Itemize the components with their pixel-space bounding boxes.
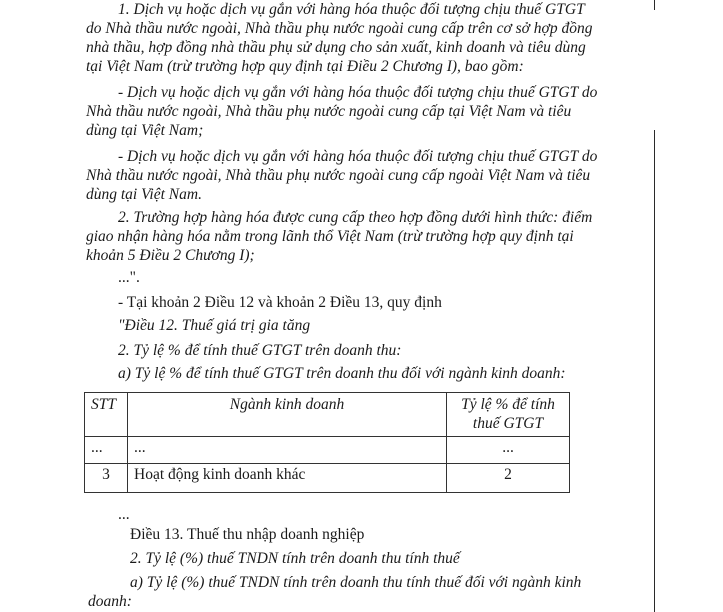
table-row	[85, 437, 570, 464]
p4-line-1: 2. Trường hợp hàng hóa được cung cấp theo hợp đồng dưới hình thức: điểm	[118, 209, 593, 226]
article-13-item-2a-line-2: doanh:	[88, 593, 132, 610]
header-vat-rate	[447, 393, 570, 437]
article-13-item-2: 2. Tỷ lệ (%) thuế TNDN tính trên doanh thu tính thuế	[130, 550, 460, 567]
header-vat-rate-line-1: Tỷ lệ % để tính	[461, 396, 555, 413]
p2-line-1: - Dịch vụ hoặc dịch vụ gắn với hàng hóa thuộc đối tượng chịu thuế GTGT do	[118, 84, 598, 101]
ellipsis-quote: ...".	[118, 269, 140, 286]
p4-line-3: khoản 5 Điều 2 Chương I);	[86, 247, 255, 264]
p3-line-3: dùng tại Việt Nam.	[86, 186, 202, 203]
p3-line-2: Nhà thầu nước ngoài, Nhà thầu phụ nước ngoài cung cấp ngoài Việt Nam và tiêu	[86, 167, 591, 184]
header-stt: STT	[85, 393, 128, 437]
p1-line-1: 1. Dịch vụ hoặc dịch vụ gắn với hàng hóa thuộc đối tượng chịu thuế GTGT	[118, 1, 585, 18]
p2-line-3: dùng tại Việt Nam;	[86, 122, 204, 139]
cell-stt: 3	[85, 464, 128, 493]
article-12-item-2: 2. Tỷ lệ % để tính thuế GTGT trên doanh thu:	[118, 342, 402, 359]
header-vat-rate-line-2: thuế GTGT	[472, 415, 544, 432]
article-12-title: "Điều 12. Thuế giá trị gia tăng	[118, 317, 311, 334]
table-row	[85, 464, 570, 493]
p1-line-2: do Nhà thầu nước ngoài, Nhà thầu phụ nước ngoài cung cấp trên cơ sở hợp đồng	[86, 20, 593, 37]
cell-vat-rate: ...	[447, 437, 570, 464]
p1-line-3: nhà thầu, hợp đồng nhà thầu phụ sử dụng cho sản xuất, kinh doanh và tiêu dùng	[86, 39, 586, 56]
cell-business-sector: Hoạt động kinh doanh khác	[128, 464, 447, 493]
article-13-item-2a-line-1: a) Tỷ lệ (%) thuế TNDN tính trên doanh thu tính thuế đối với ngành kinh	[130, 574, 582, 591]
table-header-row	[85, 393, 570, 437]
p3-line-1: - Dịch vụ hoặc dịch vụ gắn với hàng hóa thuộc đối tượng chịu thuế GTGT do	[118, 148, 598, 165]
cell-business-sector: ...	[128, 437, 447, 464]
cell-vat-rate: 2	[447, 464, 570, 493]
article-13-title: Điều 13. Thuế thu nhập doanh nghiệp	[130, 526, 365, 543]
header-business-sector: Ngành kinh doanh	[128, 393, 447, 437]
p2-line-2: Nhà thầu nước ngoài, Nhà thầu phụ nước ngoài cung cấp tại Việt Nam và tiêu	[86, 103, 572, 120]
after-table-ellipsis: ...	[118, 506, 130, 523]
amendment-line: - Tại khoản 2 Điều 12 và khoản 2 Điều 13, quy định	[118, 294, 442, 311]
p4-line-2: giao nhận hàng hóa nằm trong lãnh thổ Việt Nam (trừ trường hợp quy định tại	[86, 228, 574, 245]
cell-stt: ...	[85, 437, 128, 464]
vat-rate-table	[84, 392, 570, 493]
p1-line-4: tại Việt Nam (trừ trường hợp quy định tại Điều 2 Chương I), bao gồm:	[86, 58, 524, 75]
article-12-item-2a: a) Tỷ lệ % để tính thuế GTGT trên doanh thu đối với ngành kinh doanh:	[118, 365, 566, 382]
